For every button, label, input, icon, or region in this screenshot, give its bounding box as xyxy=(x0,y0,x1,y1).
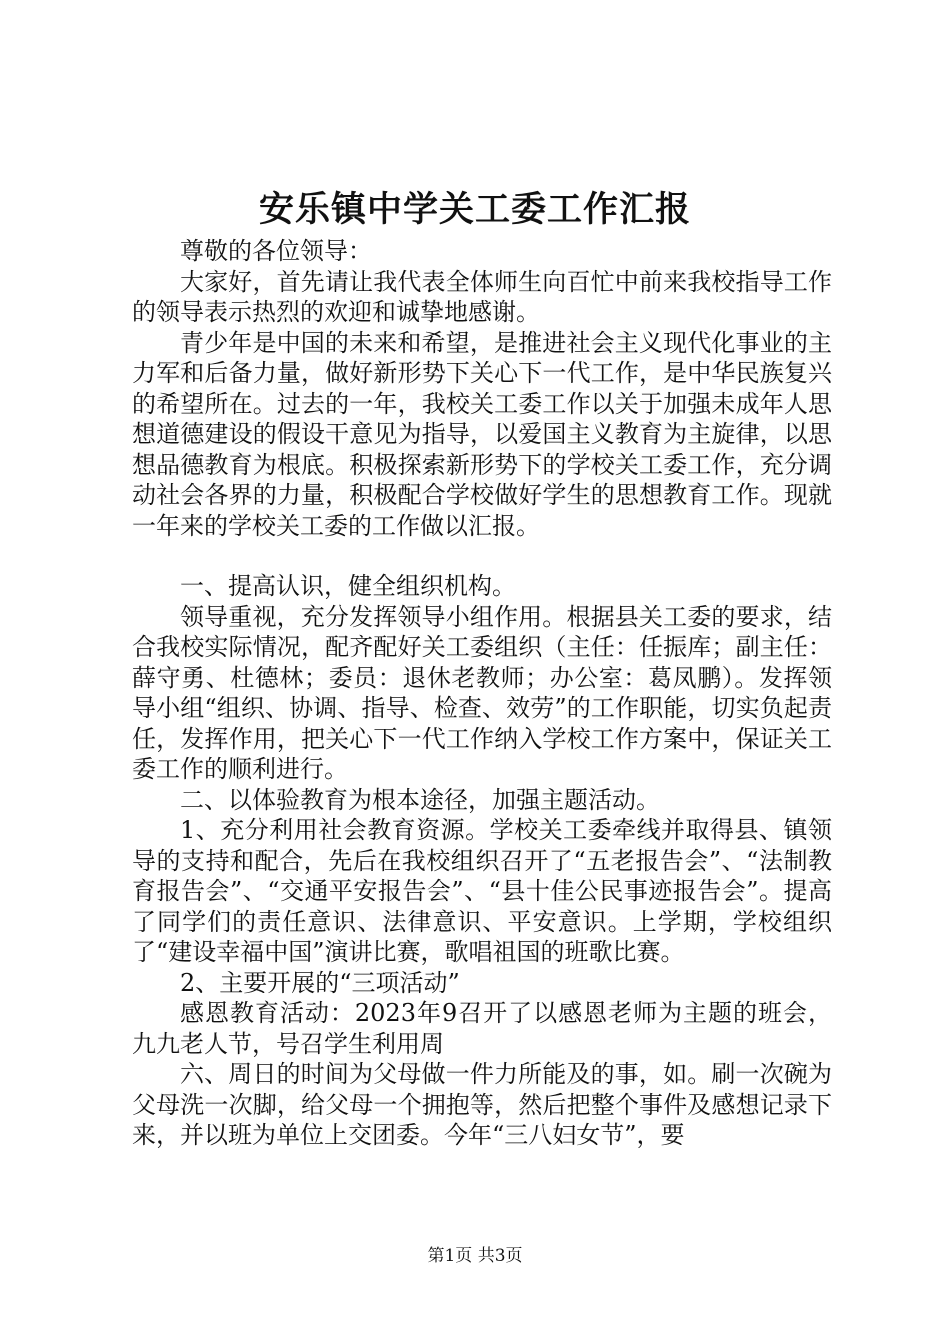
paragraph-three-activities: 2、主要开展的“三项活动” xyxy=(180,968,460,997)
paragraph-organization: 领导重视，充分发挥领导小组作用。根据县关工委的要求，结合我校实际情况，配齐配好关工委组织（主任：任振库；副主任：薛守勇、杜德林；委员：退休老教师；办公室：葛凤鹏）。发挥领导小组“组织、协调、指导、检查、效劳”的工作职能，切实负起责任，发挥作用，把关心下一代工作纳入学校工作方案中，保证关工委工作的顺利进行。 xyxy=(132,602,832,783)
paragraph-gratitude-education: 感恩教育活动：2023年9召开了以感恩老师为主题的班会，九九老人节，号召学生利用周 xyxy=(132,999,832,1058)
paragraph-weekend-tasks: 六、周日的时间为父母做一件力所能及的事，如。刷一次碗为父母洗一次脚，给父母一个拥抱等，然后把整个事件及感想记录下来，并以班为单位上交团委。今年“三八妇女节”，要 xyxy=(132,1060,832,1149)
section-heading-1: 一、提高认识，健全组织机构。 xyxy=(180,572,516,600)
paragraph-social-resources: 1、充分利用社会教育资源。学校关工委牵线并取得县、镇领导的支持和配合，先后在我校组织召开了“五老报告会”、“法制教育报告会”、“交通平安报告会”、“县十佳公民事迹报告会”。提高了同学们的责任意识、法律意识、平安意识。上学期，学校组织了“建设幸福中国”演讲比赛，歌唱祖国的班歌比赛。 xyxy=(132,816,832,966)
document-body xyxy=(132,236,832,1151)
document-title: 安乐镇中学关工委工作汇报 xyxy=(258,189,691,230)
section-heading-2: 二、以体验教育为根本途径，加强主题活动。 xyxy=(180,785,660,814)
paragraph-greeting: 大家好，首先请让我代表全体师生向百忙中前来我校指导工作的领导表示热烈的欢迎和诚挚地感谢。 xyxy=(132,267,832,326)
paragraph-salutation: 尊敬的各位领导： xyxy=(180,237,372,265)
paragraph-introduction: 青少年是中国的未来和希望，是推进社会主义现代化事业的主力军和后备力量，做好新形势下关心下一代工作，是中华民族复兴的希望所在。过去的一年，我校关工委工作以关于加强未成年人思想道德建设的假设干意见为指导，以爱国主义教育为主旋律，以思想品德教育为根底。积极探索新形势下的学校关工委工作，充分调动社会各界的力量，积极配合学校做好学生的思想教育工作。现就一年来的学校关工委的工作做以汇报。 xyxy=(132,328,832,540)
page-number: 第1页 共3页 xyxy=(427,1246,523,1266)
